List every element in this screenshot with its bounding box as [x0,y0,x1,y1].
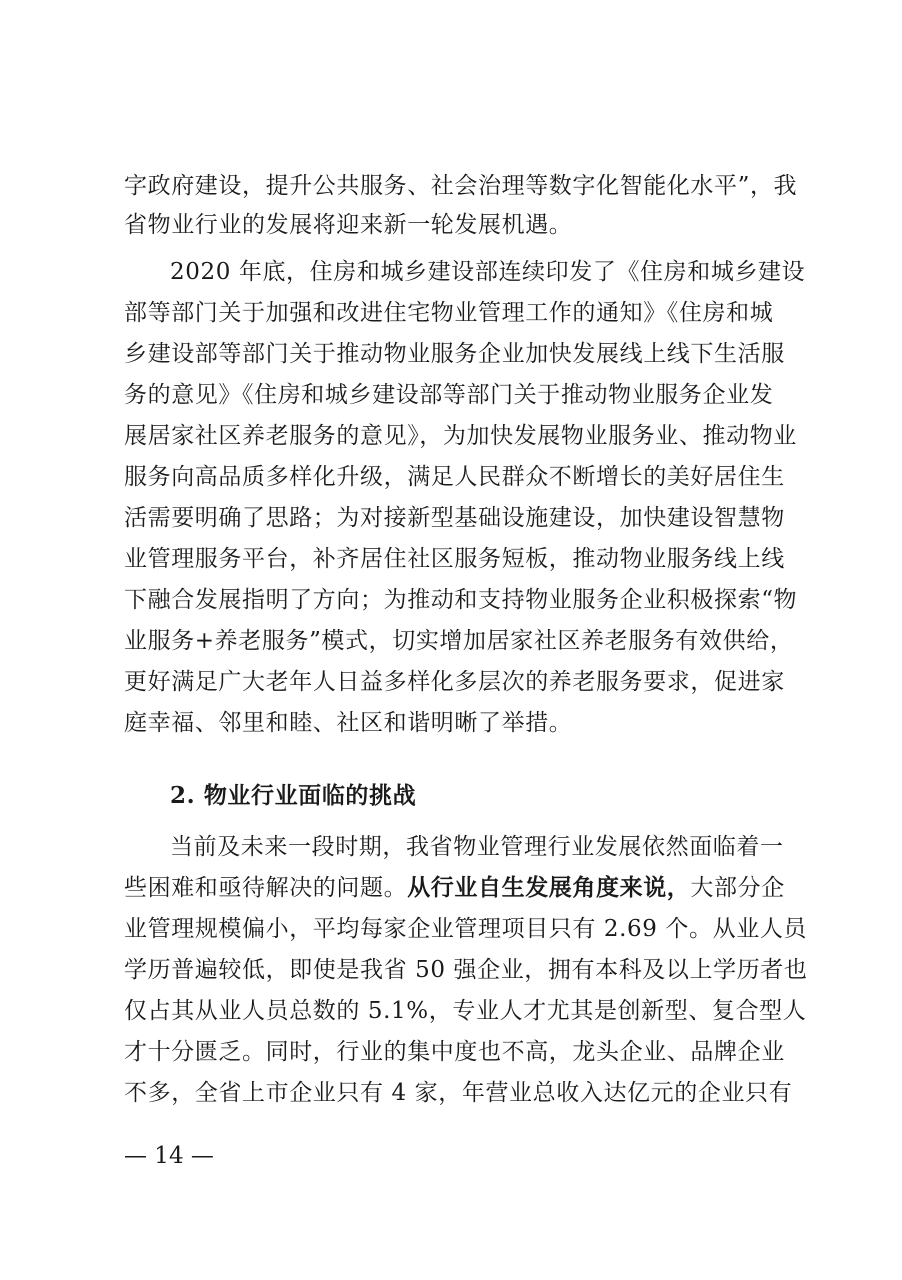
text-line: 乡建设部等部门关于推动物业服务企业加快发展线上线下生活服 [124,341,785,367]
text-line: 才十分匮乏。同时，行业的集中度也不高，龙头企业、品牌企业 [124,1039,785,1065]
text-line: 务的意见》《住房和城乡建设部等部门关于推动物业服务企业发 [124,382,774,408]
section-heading: 2. 物业行业面临的挑战 [170,782,417,809]
text-line: 学历普遍较低，即使是我省 50 强企业，拥有本科及以上学历者也 [124,957,808,983]
text-line: 展居家社区养老服务的意见》，为加快发展物业服务业、推动物业 [124,423,797,449]
text-run: 些困难和亟待解决的问题。 [124,875,408,901]
text-line: 业服务+养老服务”模式，切实增加居家社区养老服务有效供给， [124,628,794,654]
page-number: — 14 — [124,1143,214,1169]
text-line: 部等部门关于加强和改进住宅物业管理工作的通知》《住房和城 [124,300,774,326]
text-line: 业管理服务平台，补齐居住社区服务短板，推动物业服务线上线 [124,546,785,572]
text-line: 字政府建设，提升公共服务、社会治理等数字化智能化水平”，我 [124,173,798,199]
text-line: 服务向高品质多样化升级，满足人民群众不断增长的美好居住生 [124,464,785,490]
paragraph-first-line: 2020 年底，住房和城乡建设部连续印发了《住房和城乡建设 [170,259,806,285]
text-line: 业管理规模偏小，平均每家企业管理项目只有 2.69 个。从业人员 [124,916,808,942]
text-line: 活需要明确了思路；为对接新型基础设施建设，加快建设智慧物 [124,505,785,531]
text-line: 下融合发展指明了方向；为推动和支持物业服务企业积极探索“物 [124,587,798,613]
text-line: 仅占其从业人员总数的 5.1%，专业人才尤其是创新型、复合型人 [124,998,807,1024]
text-line-mixed [124,873,785,903]
paragraph-first-line: 当前及未来一段时期，我省物业管理行业发展依然面临着一 [170,834,784,860]
text-line: 庭幸福、邻里和睦、社区和谐明晰了举措。 [124,710,573,736]
text-run: 大部分企 [690,875,785,901]
bold-text-run: 从行业自生发展角度来说， [407,874,691,901]
text-line: 更好满足广大老年人日益多样化多层次的养老服务要求，促进家 [124,669,785,695]
text-line: 省物业行业的发展将迎来新一轮发展机遇。 [124,212,573,238]
text-line: 不多，全省上市企业只有 4 家，年营业总收入达亿元的企业只有 [124,1080,793,1106]
